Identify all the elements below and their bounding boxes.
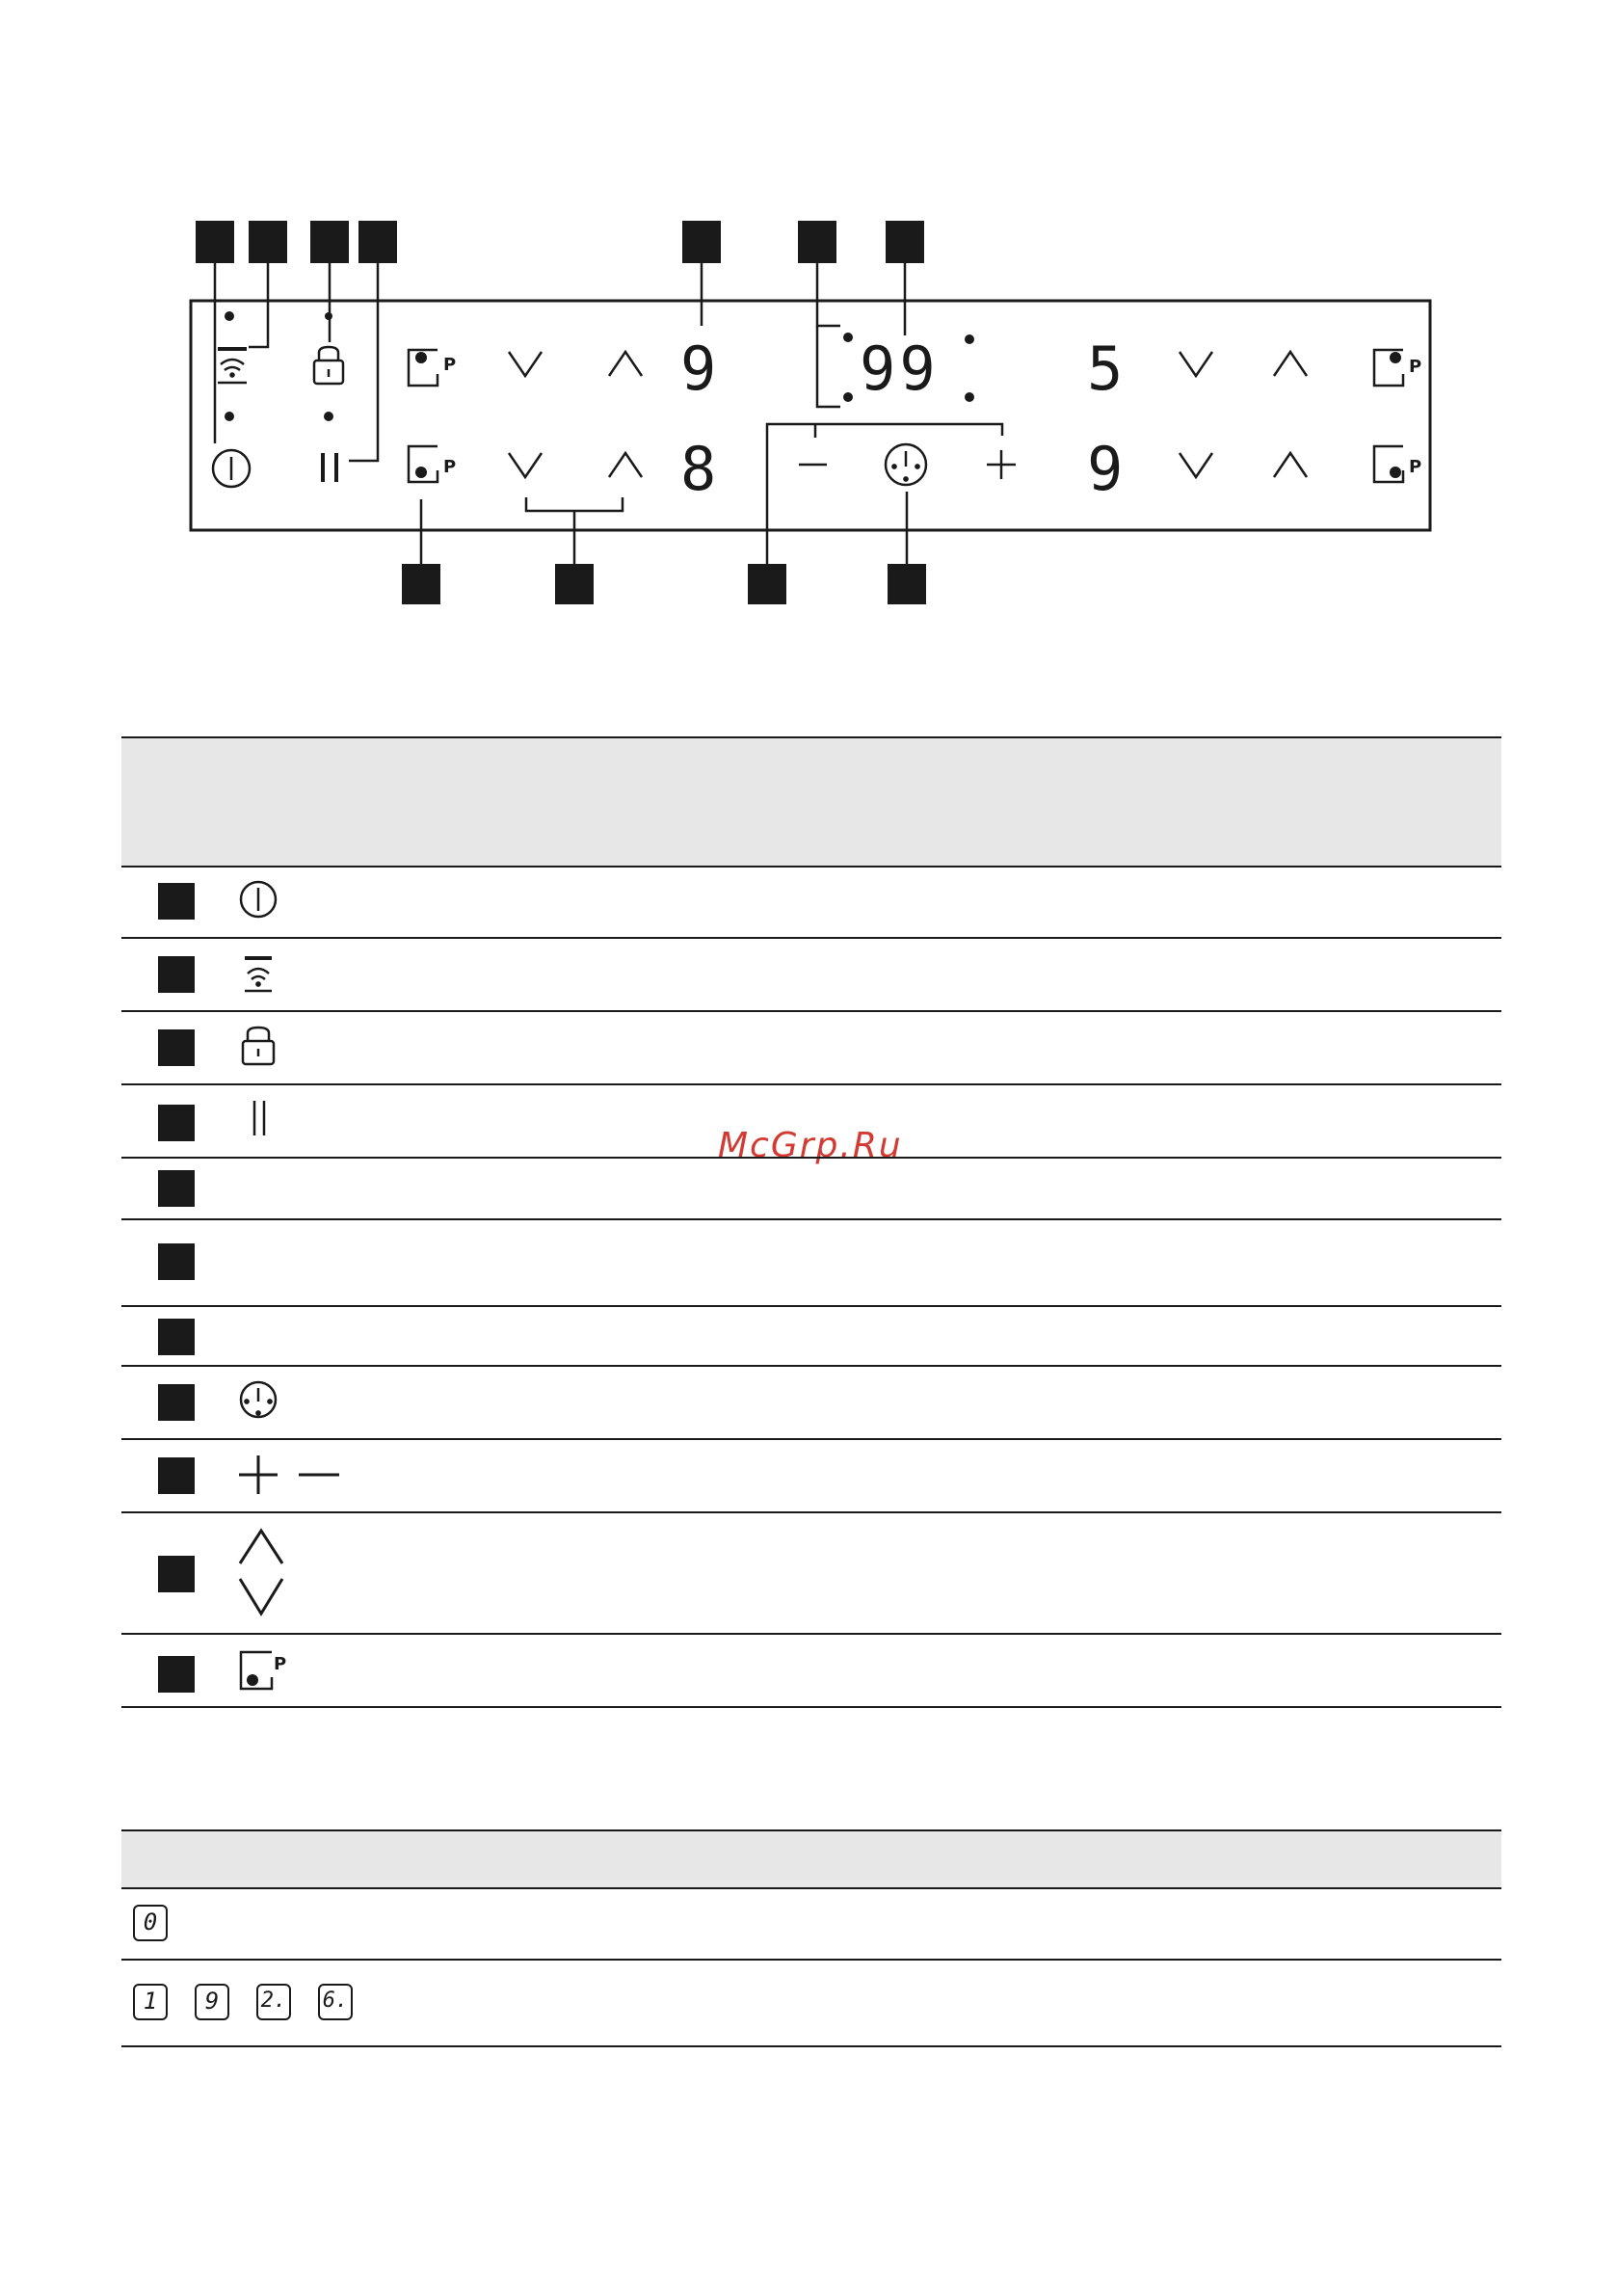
table-row [121, 1220, 1501, 1307]
controls-table [121, 736, 1501, 1708]
table-row [121, 1159, 1501, 1220]
control-panel-diagram [0, 0, 1618, 655]
chevron-down-icon[interactable] [509, 352, 542, 376]
row-number-marker [158, 883, 195, 920]
chevron-down-icon[interactable] [509, 453, 542, 477]
table-row [121, 866, 1501, 939]
table-row [121, 1961, 1501, 2047]
callout-leaders [215, 263, 1002, 564]
p-label: P [1409, 357, 1422, 377]
row-number-marker [158, 1243, 195, 1280]
segment-symbol-2-dot: 2. [256, 1984, 291, 2020]
chevron-up-icon[interactable] [1274, 352, 1307, 376]
timer-display: 99 [860, 334, 940, 404]
chevron-down-icon[interactable] [1180, 352, 1212, 376]
row-number-marker [158, 1319, 195, 1355]
table-row [121, 1012, 1501, 1085]
row-number-marker [158, 1029, 195, 1066]
table-row [121, 1513, 1501, 1635]
power-boost-p-icon [237, 1648, 291, 1693]
controls-table-header [121, 736, 1501, 868]
power-boost-button-right-bottom[interactable] [1374, 446, 1403, 482]
timer-icon[interactable] [886, 444, 926, 485]
table-row [121, 1367, 1501, 1440]
row-number-marker [158, 1170, 195, 1207]
display-table [121, 1829, 1501, 2051]
table-row [121, 939, 1501, 1012]
segment-symbol-9: 9 [195, 1984, 229, 2020]
power-boost-button-right-top[interactable] [1374, 350, 1403, 386]
row-number-marker [158, 1105, 195, 1141]
p-label: P [443, 457, 457, 477]
power-boost-button-left-top[interactable] [409, 350, 438, 386]
hob-hood-icon[interactable] [218, 349, 247, 383]
segment-symbol-0: 0 [133, 1905, 168, 1941]
p-label: P [1409, 457, 1422, 477]
chevron-up-icon[interactable] [609, 352, 642, 376]
table-row [121, 1887, 1501, 1961]
svg-text:P: P [274, 1654, 287, 1674]
on-off-icon[interactable] [213, 450, 250, 487]
table-row [121, 1307, 1501, 1367]
lock-icon [237, 1024, 279, 1068]
up-down-arrows-icon [237, 1527, 285, 1619]
zone-display-right-top: 5 [1087, 334, 1124, 404]
row-number-marker [158, 956, 195, 993]
row-number-marker [158, 1384, 195, 1421]
zone-display-right-bottom: 9 [1087, 434, 1124, 504]
row-number-marker [158, 1556, 195, 1592]
row-number-marker [158, 1457, 195, 1494]
plus-minus-icon [237, 1454, 343, 1496]
hob-hood-icon [237, 952, 279, 995]
table-row [121, 1085, 1501, 1159]
zone-display-left-bottom: 8 [680, 434, 717, 504]
chevron-up-icon[interactable] [1274, 453, 1307, 477]
display-table-header [121, 1829, 1501, 1889]
timer-icon [237, 1378, 279, 1421]
plus-icon[interactable] [987, 450, 1016, 479]
chevron-up-icon[interactable] [609, 453, 642, 477]
table-row [121, 1635, 1501, 1708]
power-boost-button-left-bottom[interactable] [409, 446, 438, 482]
callout-markers-bottom [402, 564, 926, 604]
lock-icon[interactable] [314, 347, 343, 384]
segment-symbol-6-dot: 6. [318, 1984, 353, 2020]
row-number-marker [158, 1656, 195, 1693]
on-off-icon [237, 878, 279, 921]
p-label: P [443, 355, 457, 375]
table-row [121, 1440, 1501, 1513]
chevron-down-icon[interactable] [1180, 453, 1212, 477]
pause-icon[interactable] [323, 453, 336, 482]
callout-markers-top [196, 221, 924, 263]
zone-display-left-top: 9 [680, 334, 717, 404]
watermark: McGrp.Ru [718, 1126, 903, 1165]
segment-symbol-1: 1 [133, 1984, 168, 2020]
pause-icon [237, 1097, 279, 1139]
